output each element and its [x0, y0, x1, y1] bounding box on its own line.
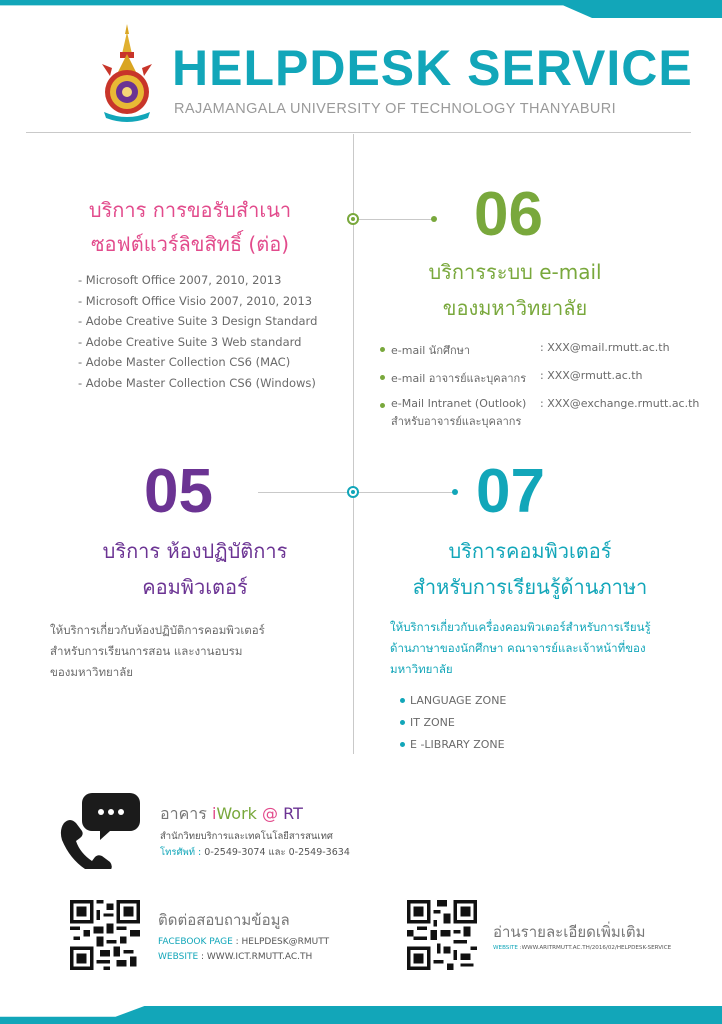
facebook-value: : HELPDESK@RMUTT [232, 937, 330, 947]
building-rt: RT [283, 804, 303, 823]
phone-value: 0-2549-3074 และ 0-2549-3634 [201, 847, 350, 858]
section-07-desc-line: มหาวิทยาลัย [390, 662, 453, 676]
section-05-desc-line: สำหรับการเรียนการสอน และงานอบรม [50, 644, 243, 658]
section-07-number: 07 [476, 457, 545, 526]
top-banner-bar [0, 0, 722, 18]
bullet-icon [400, 742, 405, 747]
email-list [380, 341, 700, 428]
section-07-title-line1: บริการคอมพิวเตอร์ [448, 539, 612, 563]
section-05-title [70, 533, 320, 605]
inquiry-title: ติดต่อสอบถามข้อมูล [158, 911, 290, 929]
software-list [78, 270, 348, 394]
zone-label: E -LIBRARY ZONE [410, 738, 505, 751]
section-05-title-line1: บริการ ห้องปฏิบัติการ [102, 539, 288, 563]
header-divider [26, 132, 691, 133]
timeline-node-05 [347, 486, 359, 498]
bottom-banner-bar [0, 1006, 722, 1024]
zone-item [400, 690, 600, 712]
page-title: HELPDESK SERVICE [172, 40, 693, 96]
website-value: : WWW.ICT.RMUTT.AC.TH [198, 952, 313, 962]
section-06-title [400, 254, 630, 326]
building-work: Work [216, 804, 257, 823]
facebook-label: FACEBOOK PAGE [158, 937, 233, 947]
bullet-icon [400, 720, 405, 725]
zone-item [400, 734, 600, 756]
more-info-label: WEBSITE [493, 945, 518, 951]
building-i: i [211, 804, 217, 823]
phone-numbers [160, 845, 420, 860]
timeline-dot-07 [452, 489, 458, 495]
building-prefix: อาคาร [160, 804, 212, 823]
office-name: สำนักวิทยบริการและเทคโนโลยีสารสนเทศ [160, 831, 333, 842]
qr-code-icon[interactable] [70, 900, 140, 970]
more-info-title: อ่านรายละเอียดเพิ่มเติม [493, 923, 646, 941]
timeline-dot-06 [431, 216, 437, 222]
section-07-description [390, 617, 680, 680]
zone-label: LANGUAGE ZONE [410, 694, 507, 707]
section-04-title-line1: บริการ การขอรับสำเนา [88, 198, 292, 222]
building-name [160, 802, 380, 827]
page-subtitle: RAJAMANGALA UNIVERSITY OF TECHNOLOGY THANYABURI [174, 101, 617, 117]
timeline-connector-06 [353, 219, 433, 220]
email-item [380, 341, 700, 369]
section-04-title-line2: ซอฟต์แวร์ลิขสิทธิ์ (ต่อ) [90, 232, 290, 256]
section-06-title-line2: ของมหาวิทยาลัย [442, 296, 588, 320]
website-link[interactable] [158, 952, 398, 962]
bullet-icon [380, 403, 385, 408]
zone-item [400, 712, 600, 734]
email-sub-label: สำหรับอาจารย์และบุคลากร [391, 415, 522, 428]
section-06-title-line1: บริการระบบ e-mail [428, 260, 602, 284]
section-07-desc-line: ด้านภาษาของนักศึกษา คณาจารย์และเจ้าหน้าที่ของ [390, 641, 646, 655]
qr-code-icon[interactable] [407, 900, 477, 970]
section-05-number: 05 [144, 457, 213, 526]
section-05-title-line2: คอมพิวเตอร์ [142, 575, 248, 599]
email-value: : XXX@rmutt.ac.th [540, 369, 643, 382]
section-06-number: 06 [474, 180, 543, 249]
section-07-title [390, 533, 670, 605]
timeline-vertical-line [353, 134, 354, 754]
section-07-desc-line: ให้บริการเกี่ยวกับเครื่องคอมพิวเตอร์สำหรับการเรียนรู้ [390, 620, 651, 634]
software-item: - Microsoft Office 2007, 2010, 2013 [78, 273, 282, 287]
more-info-value: :WWW.ARITRMUTT.AC.TH/2016/02/HELPDESK-SERVICE [517, 945, 672, 951]
section-04-title [60, 193, 320, 261]
phone-label: โทรศัพท์ : [160, 847, 202, 858]
email-label: e-mail อาจารย์และบุคลากร [391, 372, 527, 385]
software-item: - Microsoft Office Visio 2007, 2010, 2013 [78, 293, 313, 308]
zone-label: IT ZONE [410, 716, 455, 729]
timeline-node-06 [347, 213, 359, 225]
bullet-icon [400, 698, 405, 703]
bullet-icon [380, 347, 385, 352]
website-label: WEBSITE [158, 952, 199, 962]
section-07-title-line2: สำหรับการเรียนรู้ด้านภาษา [412, 575, 648, 599]
more-info-link[interactable] [493, 945, 713, 951]
software-item: - Adobe Master Collection CS6 (Windows) [78, 375, 316, 390]
software-item: - Adobe Master Collection CS6 (MAC) [78, 355, 291, 370]
section-05-desc-line: ให้บริการเกี่ยวกับห้องปฏิบัติการคอมพิวเตอร์ [50, 623, 265, 637]
section-05-description [50, 620, 300, 683]
bullet-icon [380, 375, 385, 380]
zone-list [400, 690, 600, 756]
email-label: e-Mail Intranet (Outlook) [391, 397, 527, 410]
email-value: : XXX@mail.rmutt.ac.th [540, 341, 670, 354]
university-emblem-icon [98, 24, 156, 122]
email-value: : XXX@exchange.rmutt.ac.th [540, 397, 700, 410]
phone-chat-icon [58, 785, 142, 869]
email-item [380, 369, 700, 397]
building-at: @ [256, 804, 284, 823]
software-item: - Adobe Creative Suite 3 Design Standard [78, 314, 318, 329]
email-label: e-mail นักศึกษา [391, 344, 471, 357]
software-item: - Adobe Creative Suite 3 Web standard [78, 334, 302, 349]
email-item [380, 397, 700, 428]
section-05-desc-line: ของมหาวิทยาลัย [50, 665, 134, 679]
facebook-page[interactable] [158, 937, 398, 947]
